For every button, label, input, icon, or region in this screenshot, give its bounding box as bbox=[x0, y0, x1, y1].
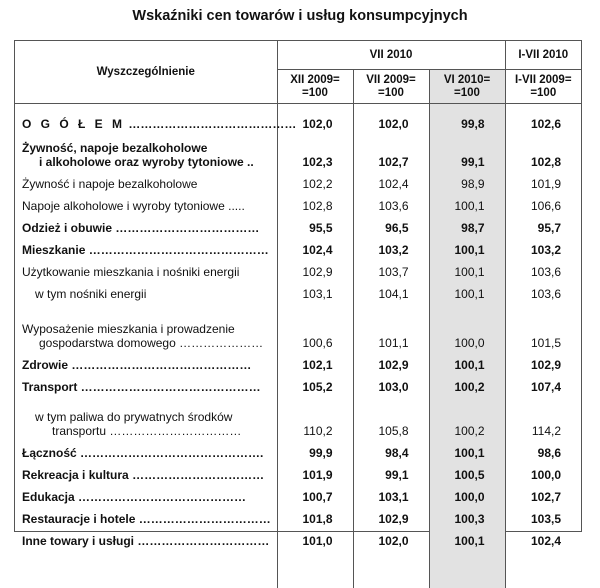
value-cell: 103,6 bbox=[505, 257, 581, 279]
value-cell: 100,0 bbox=[429, 482, 505, 504]
table-row bbox=[15, 504, 581, 526]
value-cell: 100,1 bbox=[429, 350, 505, 372]
row-label: w tym nośniki energii bbox=[15, 279, 277, 301]
column-header-i-vii-2009: I-VII 2009= =100 bbox=[505, 70, 581, 104]
row-label: Łączność ………………………………………. bbox=[15, 438, 277, 460]
table-row bbox=[15, 438, 581, 460]
row-label: Napoje alkoholowe i wyroby tytoniowe ..... bbox=[15, 191, 277, 213]
value-cell: 100,2 bbox=[429, 372, 505, 394]
table-row bbox=[15, 131, 581, 169]
row-label: Zdrowie ……………………………………… bbox=[15, 350, 277, 372]
value-cell: 100,5 bbox=[429, 460, 505, 482]
column-header-xii-2009: XII 2009= =100 bbox=[277, 70, 353, 104]
value-cell: 98,9 bbox=[429, 169, 505, 191]
table-row bbox=[15, 169, 581, 191]
table-row bbox=[15, 191, 581, 213]
value-cell: 102,9 bbox=[505, 350, 581, 372]
value-cell: 101,0 bbox=[302, 534, 333, 548]
row-label: Edukacja …………………………………… bbox=[15, 482, 277, 504]
value-cell: 102,7 bbox=[353, 131, 429, 169]
value-cell: 100,0 bbox=[429, 301, 505, 350]
value-cell: 102,7 bbox=[505, 482, 581, 504]
value-cell: 102,0 bbox=[302, 117, 333, 131]
value-cell: 102,9 bbox=[353, 504, 429, 526]
table-row bbox=[15, 301, 581, 350]
value-cell: 103,6 bbox=[505, 279, 581, 301]
value-cell: 104,1 bbox=[353, 279, 429, 301]
value-cell: 98,7 bbox=[429, 213, 505, 235]
value-cell: 110,2 bbox=[303, 424, 333, 438]
value-cell: 103,5 bbox=[505, 504, 581, 526]
value-cell: 102,8 bbox=[505, 131, 581, 169]
value-cell: 96,5 bbox=[353, 213, 429, 235]
value-cell: 100,0 bbox=[505, 460, 581, 482]
value-cell: 98,4 bbox=[353, 438, 429, 460]
value-cell: 98,6 bbox=[505, 438, 581, 460]
value-cell: 99,1 bbox=[429, 131, 505, 169]
value-cell: 99,1 bbox=[353, 460, 429, 482]
value-cell: 105,2 bbox=[302, 380, 333, 394]
value-cell: 100,7 bbox=[302, 490, 333, 504]
table-row bbox=[15, 350, 581, 372]
price-index-table bbox=[15, 41, 581, 588]
row-label: Rekreacja i kultura …………………………… bbox=[15, 460, 277, 482]
value-cell: 102,9 bbox=[302, 265, 333, 279]
column-header-vi-2010: VI 2010= =100 bbox=[429, 70, 505, 104]
column-group-vii-2010: VII 2010 bbox=[277, 41, 505, 70]
table-row bbox=[15, 279, 581, 301]
row-label: Użytkowanie mieszkania i nośniki energii bbox=[15, 257, 277, 279]
value-cell: 102,3 bbox=[302, 155, 333, 169]
row-label: Transport ……………………………………… bbox=[15, 372, 277, 394]
table-row bbox=[15, 235, 581, 257]
table-row bbox=[15, 109, 581, 131]
row-label: Mieszkanie ……………………………………… bbox=[15, 235, 277, 257]
value-cell: 102,4 bbox=[353, 169, 429, 191]
value-cell: 105,8 bbox=[353, 394, 429, 438]
value-cell: 101,1 bbox=[353, 301, 429, 350]
value-cell: 103,0 bbox=[353, 372, 429, 394]
value-cell: 101,9 bbox=[302, 468, 333, 482]
value-cell: 114,2 bbox=[505, 394, 581, 438]
value-cell: 100,1 bbox=[429, 257, 505, 279]
value-cell: 102,8 bbox=[302, 199, 333, 213]
value-cell: 99,8 bbox=[429, 109, 505, 131]
table-row bbox=[15, 460, 581, 482]
value-cell: 102,1 bbox=[302, 358, 333, 372]
row-label: Wyposażenie mieszkania i prowadzenie gospodarstwa domowego ………………… bbox=[15, 301, 277, 350]
value-cell: 102,4 bbox=[505, 526, 581, 548]
value-cell: 100,1 bbox=[429, 279, 505, 301]
column-header-vii-2009: VII 2009= =100 bbox=[353, 70, 429, 104]
column-group-i-vii-2010: I-VII 2010 bbox=[505, 41, 581, 70]
value-cell: 102,0 bbox=[353, 109, 429, 131]
value-cell: 102,4 bbox=[302, 243, 333, 257]
value-cell: 102,6 bbox=[505, 109, 581, 131]
table-row bbox=[15, 482, 581, 504]
value-cell: 100,1 bbox=[429, 438, 505, 460]
value-cell: 99,9 bbox=[309, 446, 333, 460]
value-cell: 95,5 bbox=[309, 221, 333, 235]
value-cell: 102,9 bbox=[353, 350, 429, 372]
value-cell: 102,0 bbox=[353, 526, 429, 548]
table-row bbox=[15, 257, 581, 279]
value-cell: 101,5 bbox=[505, 301, 581, 350]
value-cell: 95,7 bbox=[505, 213, 581, 235]
row-label: Odzież i obuwie ……………………………… bbox=[15, 213, 277, 235]
value-cell: 103,6 bbox=[353, 191, 429, 213]
row-label: Żywność i napoje bezalkoholowe bbox=[15, 169, 277, 191]
row-label: Żywność, napoje bezalkoholowe i alkoholowe oraz wyroby tytoniowe .. bbox=[15, 131, 277, 169]
value-cell: 100,1 bbox=[429, 526, 505, 548]
value-cell: 107,4 bbox=[505, 372, 581, 394]
value-cell: 101,8 bbox=[302, 512, 333, 526]
table-row bbox=[15, 213, 581, 235]
table-row bbox=[15, 526, 581, 548]
table-row bbox=[15, 372, 581, 394]
value-cell: 100,6 bbox=[302, 336, 333, 350]
price-index-table-frame bbox=[14, 40, 582, 548]
table-row bbox=[15, 394, 581, 438]
page-title: Wskaźniki cen towarów i usług konsumpcyjnych bbox=[132, 8, 468, 24]
value-cell: 100,3 bbox=[429, 504, 505, 526]
row-label: O G Ó Ł E M …………………………………… bbox=[15, 109, 277, 131]
value-cell: 101,9 bbox=[505, 169, 581, 191]
value-cell: 103,2 bbox=[353, 235, 429, 257]
row-label: Restauracje i hotele …………………………… bbox=[15, 504, 277, 526]
row-label: w tym paliwa do prywatnych środków transportu …………………………… bbox=[15, 394, 277, 438]
value-cell: 103,2 bbox=[505, 235, 581, 257]
value-cell: 103,1 bbox=[353, 482, 429, 504]
value-cell: 106,6 bbox=[505, 191, 581, 213]
value-cell: 103,7 bbox=[353, 257, 429, 279]
value-cell: 100,1 bbox=[429, 235, 505, 257]
value-cell: 100,1 bbox=[429, 191, 505, 213]
column-header-description: Wyszczególnienie bbox=[15, 41, 277, 104]
value-cell: 103,1 bbox=[302, 287, 333, 301]
value-cell: 100,2 bbox=[429, 394, 505, 438]
row-label: Inne towary i usługi …………………………… bbox=[15, 526, 277, 548]
value-cell: 102,2 bbox=[302, 177, 333, 191]
